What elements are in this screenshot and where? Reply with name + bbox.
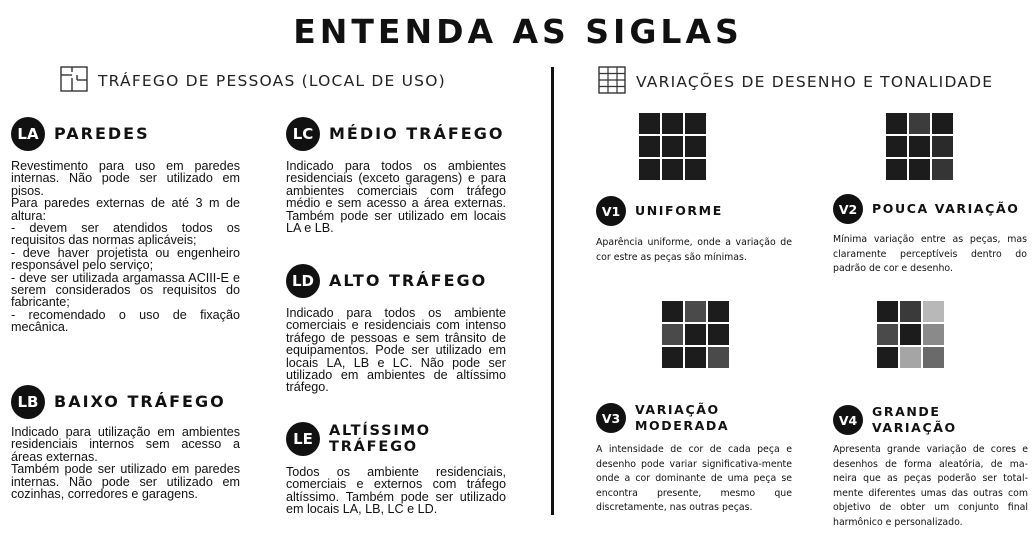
item-lb-header	[11, 385, 226, 419]
swatch-v1	[639, 113, 706, 180]
item-title-line2: TRÁFEGO	[329, 439, 418, 455]
swatch-tile	[923, 347, 944, 368]
item-v3-header	[596, 403, 729, 433]
code-badge: V4	[833, 405, 863, 435]
tile-grid-icon	[598, 66, 626, 98]
code-badge: LB	[11, 385, 45, 419]
item-title-line1: VARIAÇÃO	[635, 402, 720, 417]
item-title: PAREDES	[54, 124, 150, 143]
code-badge: LA	[11, 117, 45, 151]
swatch-tile	[932, 159, 953, 180]
item-lb-description: Indicado para utilização em ambientes residenciais internos sem acesso a áreas externas. Também pode ser utilizado em paredes internas. Não pode ser utilizado em cozinhas, corredores e garagens.	[11, 425, 240, 502]
code-badge: V1	[596, 196, 626, 226]
swatch-tile	[886, 136, 907, 157]
swatch-tile	[708, 301, 729, 322]
swatch-v3	[662, 301, 729, 368]
swatch-tile	[685, 347, 706, 368]
right-section-title: VARIAÇÕES DE DESENHO E TONALIDADE	[636, 73, 994, 91]
item-v3-description: A intensidade de cor de cada peça e desenho pode variar significativa-mente onde a cor dominante de uma peça se encontra presente, mesmo que discretamente, nas outras peças.	[596, 444, 792, 513]
swatch-tile	[662, 301, 683, 322]
code-badge: LE	[286, 422, 320, 456]
swatch-tile	[639, 113, 660, 134]
item-title-line2: VARIAÇÃO	[872, 419, 957, 435]
item-title: ALTO TRÁFEGO	[329, 271, 488, 290]
swatch-tile	[909, 159, 930, 180]
swatch-tile	[877, 324, 898, 345]
item-la-description: Revestimento para uso em paredes internas. Não pode ser utilizado em pisos. Para paredes externas de até 3 m de altura: - devem ser atendidos todos os requisitos das normas aplicáveis; - deve haver projetista ou engenheiro responsável pelo serviço; - deve ser utilizada argamassa ACIII-E e serem considerados os requisitos do fabricante; - recomendado o uso de fixação mecânica.	[11, 159, 240, 335]
swatch-tile	[886, 159, 907, 180]
item-title-line1: ALTÍSSIMO	[329, 422, 431, 439]
item-v4-header	[833, 405, 957, 435]
swatch-tile	[639, 136, 660, 157]
swatch-tile	[886, 113, 907, 134]
swatch-tile	[708, 347, 729, 368]
swatch-tile	[909, 113, 930, 134]
item-v2-header	[833, 194, 1019, 224]
swatch-tile	[662, 347, 683, 368]
swatch-tile	[932, 113, 953, 134]
swatch-tile	[923, 301, 944, 322]
swatch-tile	[662, 159, 683, 180]
left-section-title: TRÁFEGO DE PESSOAS (LOCAL DE USO)	[98, 72, 446, 90]
swatch-tile	[662, 113, 683, 134]
section-divider	[551, 67, 554, 515]
item-le-description: Todos os ambiente residenciais, comerciais e externos com tráfego altíssimo. Também pode ser utilizado em locais LA, LB, LC e LD.	[286, 465, 506, 517]
swatch-tile	[909, 136, 930, 157]
swatch-tile	[923, 324, 944, 345]
item-v1-description: Aparência uniforme, onde a variação de cor estre as peças são mínimas.	[596, 237, 792, 263]
swatch-tile	[685, 113, 706, 134]
code-badge: LC	[286, 117, 320, 151]
item-title: BAIXO TRÁFEGO	[54, 392, 226, 411]
swatch-v2	[886, 113, 953, 180]
code-badge: V2	[833, 194, 863, 224]
item-ld-description: Indicado para todos os ambiente comerciais e residenciais com intenso tráfego de pessoas e sem trânsito de equipamentos. Pode ser utilizado em locais LA, LB e LC. Não pode ser utilizado em ambientes de altíssimo tráfego.	[286, 306, 506, 395]
floor-plan-icon	[60, 66, 88, 96]
swatch-tile	[662, 324, 683, 345]
item-title	[329, 424, 431, 455]
item-title-line2: MODERADA	[635, 417, 730, 433]
left-section-heading	[60, 66, 446, 96]
swatch-tile	[900, 347, 921, 368]
swatch-tile	[685, 159, 706, 180]
item-title	[872, 406, 957, 434]
item-ld-header	[286, 264, 487, 298]
swatch-tile	[639, 159, 660, 180]
item-title: MÉDIO TRÁFEGO	[329, 124, 505, 143]
right-section-heading	[598, 66, 993, 98]
swatch-tile	[932, 136, 953, 157]
swatch-tile	[708, 324, 729, 345]
item-title: UNIFORME	[635, 202, 723, 218]
page-title: ENTENDA AS SIGLAS	[293, 12, 743, 51]
swatch-tile	[685, 324, 706, 345]
item-v2-description: Mínima variação entre as peças, mas claramente perceptíveis dentro do padrão de cor e desenho.	[833, 234, 1027, 274]
code-badge: LD	[286, 264, 320, 298]
swatch-tile	[662, 136, 683, 157]
item-title-line1: GRANDE	[872, 404, 941, 419]
item-v4-description: Apresenta grande variação de cores e desenhos de forma aleatória, de ma-neira que as peças poderão ser total-mente diferentes umas das outras com objetivo de obter um conjunto final harmônico e personalizado.	[833, 444, 1028, 528]
item-lc-description: Indicado para todos os ambientes residenciais (exceto garagens) e para ambientes comerciais com tráfego médio e sem acesso a área externas. Também pode ser utilizado em locais LA e LB.	[286, 159, 506, 236]
swatch-tile	[900, 301, 921, 322]
code-badge: V3	[596, 403, 626, 433]
item-title: POUCA VARIAÇÃO	[872, 200, 1020, 216]
item-lc-header	[286, 117, 504, 151]
swatch-tile	[900, 324, 921, 345]
swatch-tile	[877, 347, 898, 368]
swatch-tile	[685, 136, 706, 157]
item-title	[635, 404, 729, 432]
item-v1-header	[596, 196, 723, 226]
item-la-header	[11, 117, 150, 151]
item-le-header	[286, 422, 431, 456]
swatch-v4	[877, 301, 944, 368]
swatch-tile	[685, 301, 706, 322]
swatch-tile	[877, 301, 898, 322]
